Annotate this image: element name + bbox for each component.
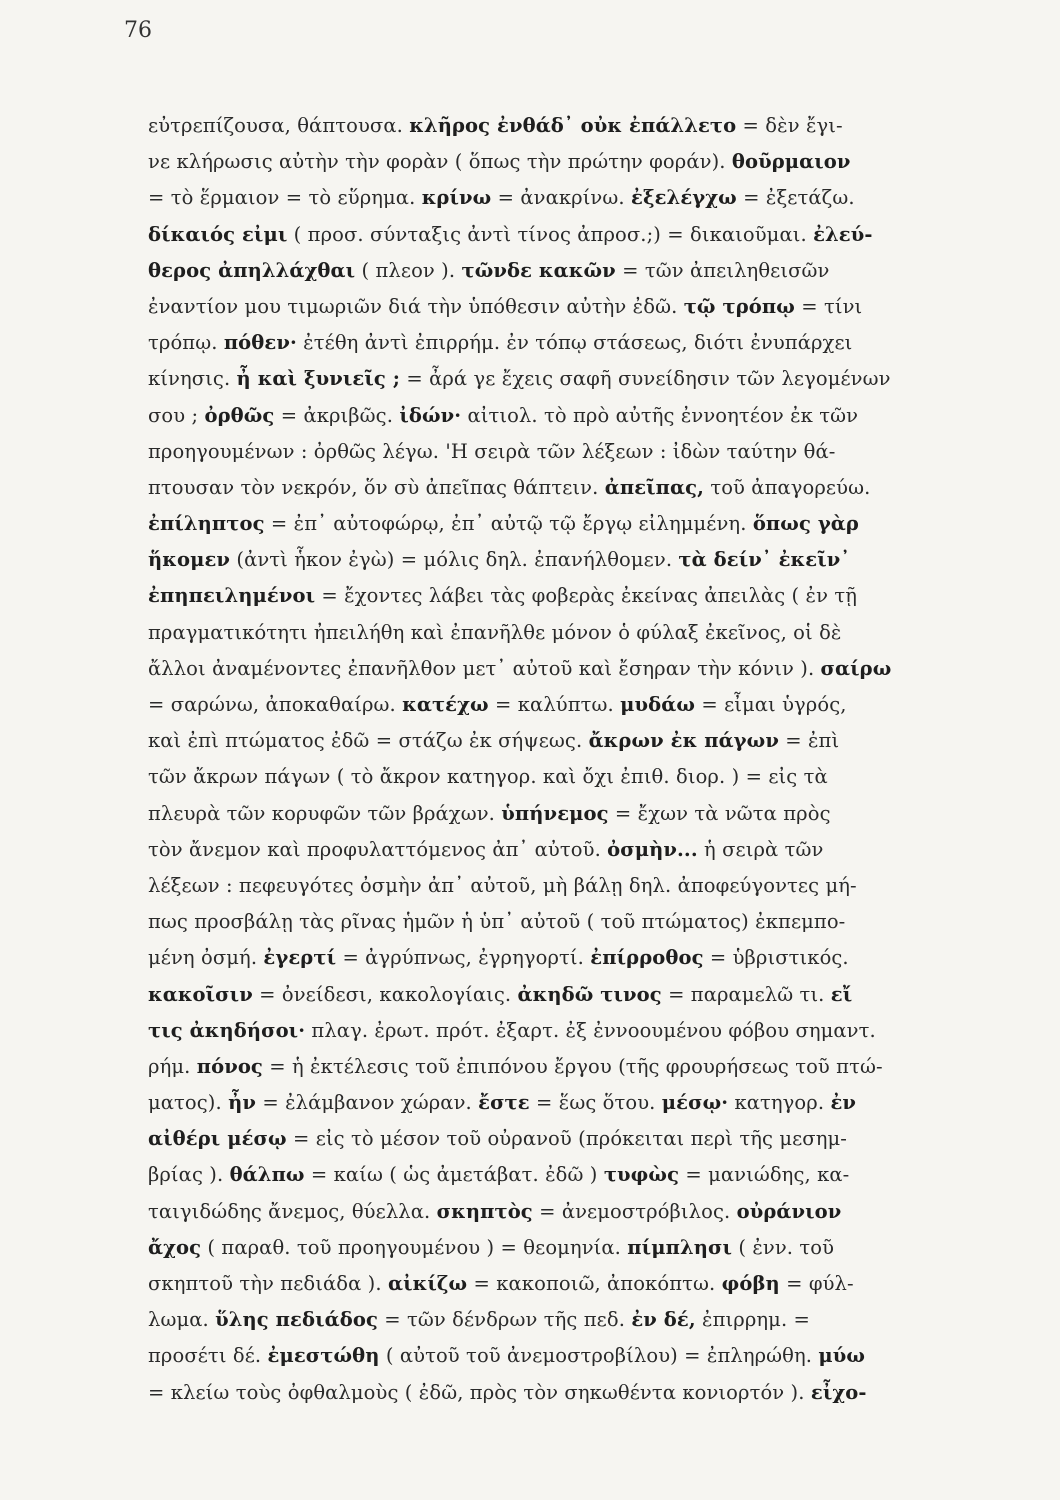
lemma-term: ἐλεύ-: [813, 222, 873, 246]
lemma-term: τὰ δείν᾽ ἐκεῖν᾽: [678, 548, 851, 572]
gloss-text: ταιγιδώδης ἄνεμος, θύελλα.: [148, 1199, 437, 1223]
text-line: [148, 1157, 998, 1193]
lemma-term: κρίνω: [421, 186, 492, 210]
lemma-term: θοῦρμαιον: [731, 150, 851, 174]
lemma-term: πόθεν·: [223, 331, 297, 355]
text-line: [148, 832, 998, 868]
gloss-text: = ἀνεμοστρόβιλος.: [532, 1199, 737, 1223]
lemma-term: ἦν: [228, 1091, 257, 1115]
gloss-text: = εἶμαι ὑγρός,: [695, 693, 847, 716]
text-line: [148, 361, 998, 397]
gloss-text: = κακοποιῶ, ἀποκόπτω.: [467, 1272, 722, 1295]
lemma-term: ἔστε: [478, 1091, 530, 1115]
lemma-term: θάλπω: [229, 1163, 305, 1187]
lemma-term: ἐξελέγχω: [631, 186, 737, 210]
text-line: [148, 759, 998, 795]
gloss-text: = ἀνακρίνω.: [491, 186, 631, 210]
gloss-text: σκηπτοῦ τὴν πεδιάδα ).: [148, 1272, 388, 1295]
gloss-text: = ὀνείδεσι, κακολογίαις.: [252, 982, 518, 1006]
text-line: [148, 1013, 998, 1049]
gloss-text: = παραμελῶ τι.: [661, 982, 831, 1006]
gloss-text: πως προσβάλῃ τὰς ρῖνας ἡμῶν ἡ ὑπ᾽ αὐτοῦ ( τοῦ πτώματος) ἐκπεμπο-: [148, 910, 846, 934]
lemma-term: ἐπίληπτος: [148, 512, 265, 536]
page-number: 76: [124, 18, 152, 43]
text-line: [148, 1121, 998, 1157]
lemma-term: πόνος: [196, 1054, 263, 1078]
gloss-text: νε κλήρωσις αὐτὴν τὴν φορὰν ( ὅπως τὴν πρώτην φοράν).: [148, 150, 732, 174]
gloss-text: = ἐπ᾽ αὐτοφώρῳ, ἐπ᾽ αὐτῷ τῷ ἔργῳ εἰλημμένη.: [264, 512, 753, 536]
lemma-term: τις ἀκηδήσοι·: [148, 1018, 306, 1042]
gloss-text: = εἰς τὸ μέσον τοῦ οὐρανοῦ (πρόκειται περὶ τῆς μεσημ-: [286, 1127, 847, 1151]
text-line: [148, 615, 998, 651]
gloss-text: μένη ὀσμή.: [148, 946, 264, 970]
lemma-term: ἐπηπειλημένοι: [148, 584, 316, 608]
lemma-term: μυδάω: [620, 693, 696, 716]
text-line: [148, 108, 998, 144]
lemma-term: ὑπήνεμος: [501, 801, 609, 825]
lemma-term: δίκαιός εἰμι: [148, 222, 288, 246]
gloss-text: = ἆρά γε ἔχεις σαφῆ συνείδησιν τῶν λεγομένων: [400, 367, 891, 391]
lemma-term: μύω: [818, 1344, 866, 1368]
gloss-text: τῶν ἄκρων πάγων ( τὸ ἄκρον κατηγορ. καὶ ὄχι ἐπιθ. διορ. ) = εἰς τὰ: [148, 765, 828, 789]
gloss-text: = καλύπτω.: [488, 693, 621, 716]
gloss-text: κίνησις.: [148, 367, 237, 391]
gloss-text: = ἀκριβῶς.: [274, 403, 400, 427]
gloss-text: = ἔχων τὰ νῶτα πρὸς: [608, 801, 831, 825]
gloss-text: = τῶν δένδρων τῆς πεδ.: [377, 1308, 632, 1332]
text-line: [148, 1338, 998, 1374]
gloss-text: τὸν ἄνεμον καὶ προφυλαττόμενος ἀπ᾽ αὐτοῦ.: [148, 837, 608, 861]
gloss-text: προηγουμένων : ὀρθῶς λέγω. 'Η σειρὰ τῶν λέξεων : ἰδὼν ταύτην θά-: [148, 439, 836, 463]
gloss-text: ἐναντίον μου τιμωριῶν διά τὴν ὑπόθεσιν αὐτὴν ἐδῶ.: [148, 294, 684, 318]
lemma-term: ἀπεῖπας,: [604, 475, 705, 499]
gloss-text: κατηγορ.: [728, 1091, 831, 1115]
text-line: [148, 434, 998, 470]
gloss-text: εὐτρεπίζουσα, θάπτουσα.: [148, 114, 410, 137]
text-line: [148, 470, 998, 506]
lemma-term: ὀσμὴν...: [607, 837, 698, 861]
gloss-text: = καίω ( ὡς ἀμετάβατ. ἐδῶ ): [304, 1163, 604, 1187]
gloss-text: τρόπῳ.: [148, 331, 224, 355]
gloss-text: ( πλεον ).: [355, 258, 462, 282]
gloss-text: = δὲν ἔγι-: [736, 114, 843, 137]
gloss-text: αἰτιολ. τὸ πρὸ αὐτῆς ἐννοητέον ἐκ τῶν: [461, 403, 859, 427]
gloss-text: ματος).: [148, 1091, 229, 1115]
text-line: [148, 723, 998, 759]
lemma-term: ἰδών·: [399, 403, 462, 427]
gloss-text: ἡ σειρὰ τῶν: [697, 837, 824, 861]
gloss-text: = ἐξετάζω.: [736, 186, 855, 210]
gloss-text: ἐτέθη ἀντὶ ἐπιρρήμ. ἐν τόπῳ στάσεως, διότι ἐνυπάρχει: [296, 331, 853, 355]
gloss-text: προσέτι δέ.: [148, 1344, 268, 1368]
text-line: [148, 542, 998, 578]
text-line: [148, 578, 998, 614]
text-line: [148, 1049, 998, 1085]
lemma-term: ἀκηδῶ τινος: [517, 982, 662, 1006]
text-line: [148, 506, 998, 542]
gloss-text: = ἐλάμβανον χώραν.: [256, 1091, 479, 1115]
gloss-text: καὶ ἐπὶ πτώματος ἐδῶ = στάζω ἐκ σήψεως.: [148, 729, 589, 753]
gloss-text: ( αὐτοῦ τοῦ ἀνεμοστροβίλου) = ἐπληρώθη.: [379, 1344, 819, 1368]
lemma-term: ἐν: [830, 1091, 857, 1115]
text-line: [148, 1375, 998, 1411]
text-line: [148, 1302, 998, 1338]
lemma-term: τῶνδε κακῶν: [461, 258, 616, 282]
gloss-text: πλευρὰ τῶν κορυφῶν τῶν βράχων.: [148, 801, 502, 825]
lemma-term: οὐράνιον: [736, 1199, 842, 1223]
gloss-text: λωμα.: [148, 1308, 216, 1332]
lemma-term: θερος ἀπηλλάχθαι: [148, 258, 356, 282]
text-line: [148, 398, 998, 434]
lemma-term: τυφὼς: [603, 1163, 680, 1187]
text-line: [148, 904, 998, 940]
text-line: [148, 253, 998, 289]
text-line: [148, 325, 998, 361]
gloss-text: = ἀγρύπνως, ἐγρηγορτί.: [336, 946, 591, 970]
lemma-term: ἦ καὶ ξυνιεῖς ;: [236, 367, 401, 391]
gloss-text: = ἡ ἐκτέλεσις τοῦ ἐπιπόνου ἔργου (τῆς φρουρήσεως τοῦ πτώ-: [262, 1054, 883, 1078]
lemma-term: ὅπως γὰρ: [752, 512, 859, 536]
lemma-term: σαίρω: [820, 656, 892, 680]
text-line: [148, 940, 998, 976]
gloss-text: ἐπιρρημ. =: [695, 1308, 810, 1332]
lemma-term: αἰκίζω: [388, 1272, 468, 1295]
lemma-term: ἄκρων ἐκ πάγων: [588, 729, 779, 753]
text-line: [148, 977, 998, 1013]
gloss-text: ρήμ.: [148, 1054, 197, 1078]
lemma-term: κλῆρος ἐνθάδ᾽ οὐκ ἐπάλλετο: [409, 114, 737, 137]
gloss-text: λέξεων : πεφευγότες ὀσμὴν ἀπ᾽ αὐτοῦ, μὴ βάλῃ δηλ. ἀποφεύγοντες μή-: [148, 873, 857, 897]
lemma-term: ἥκομεν: [148, 548, 231, 572]
gloss-text: = φύλ-: [779, 1272, 854, 1295]
lemma-term: ἐγερτί: [263, 946, 337, 970]
gloss-text: = ἔχοντες λάβει τὰς φοβερὰς ἐκείνας ἀπειλὰς ( ἐν τῇ: [315, 584, 858, 608]
lemma-term: ἐπίρροθος: [590, 946, 704, 970]
text-line: [148, 1230, 998, 1266]
lemma-term: εἴ: [830, 982, 853, 1006]
lemma-term: αἰθέρι μέσῳ: [148, 1127, 287, 1151]
text-line: [148, 180, 998, 216]
gloss-text: (ἀντὶ ἧκον ἐγὼ) = μόλις δηλ. ἐπανήλθομεν.: [230, 548, 679, 572]
text-line: [148, 217, 998, 253]
lemma-term: ἐν δέ,: [631, 1308, 696, 1332]
gloss-text: ( παραθ. τοῦ προηγουμένου ) = θεομηνία.: [201, 1235, 628, 1259]
gloss-text: ἄλλοι ἀναμένοντες ἐπανῆλθον μετ᾽ αὐτοῦ καὶ ἔσηραν τὴν κόνιν ).: [148, 656, 821, 680]
gloss-text: πραγματικότητι ἠπειλήθη καὶ ἐπανῆλθε μόνον ὁ φύλαξ ἐκεῖνος, οἱ δὲ: [148, 620, 842, 644]
gloss-text: = ἕως ὅτου.: [529, 1091, 662, 1115]
lemma-term: εἶχο-: [810, 1380, 867, 1404]
gloss-text: = κλείω τοὺς ὀφθαλμοὺς ( ἐδῶ, πρὸς τὸν σηκωθέντα κονιορτόν ).: [148, 1380, 811, 1404]
lemma-term: τῷ τρόπῳ: [683, 294, 795, 318]
lemma-term: κακοῖσιν: [148, 982, 253, 1006]
lemma-term: κατέχω: [402, 693, 489, 716]
gloss-text: = ἐπὶ: [778, 729, 840, 753]
lemma-term: σκηπτὸς: [436, 1199, 533, 1223]
lemma-term: ὀρθῶς: [204, 403, 275, 427]
gloss-text: τοῦ ἀπαγορεύω.: [704, 475, 871, 499]
gloss-text: = τῶν ἀπειληθεισῶν: [615, 258, 830, 282]
lemma-term: ὕλης πεδιάδος: [215, 1308, 378, 1332]
text-line: [148, 1085, 998, 1121]
gloss-text: = ὑβριστικός.: [703, 946, 849, 970]
gloss-text: = τὸ ἕρμαιον = τὸ εὕρημα.: [148, 186, 422, 210]
lemma-term: ἐμεστώθη: [267, 1344, 380, 1368]
text-line: [148, 1194, 998, 1230]
gloss-text: πλαγ. ἐρωτ. πρότ. ἐξαρτ. ἐξ ἐννοουμένου φόβου σημαντ.: [305, 1018, 876, 1042]
lemma-term: πίμπλησι: [627, 1235, 733, 1259]
text-line: [148, 651, 998, 687]
gloss-text: = σαρώνω, ἀποκαθαίρω.: [148, 693, 403, 716]
gloss-text: βρίας ).: [148, 1163, 230, 1187]
text-line: [148, 687, 998, 723]
gloss-text: = μανιώδης, κα-: [679, 1163, 850, 1187]
text-line: [148, 144, 998, 180]
gloss-text: πτουσαν τὸν νεκρόν, ὅν σὺ ἀπεῖπας θάπτειν.: [148, 475, 605, 499]
gloss-text: ( προσ. σύνταξις ἀντὶ τίνος ἀπροσ.;) = δικαιοῦμαι.: [287, 222, 814, 246]
lemma-term: φόβη: [721, 1272, 780, 1295]
text-line: [148, 868, 998, 904]
gloss-text: = τίνι: [794, 294, 863, 318]
commentary-text: [148, 108, 998, 1411]
gloss-text: σου ;: [148, 403, 205, 427]
text-line: [148, 796, 998, 832]
text-line: [148, 289, 998, 325]
lemma-term: ἄχος: [148, 1235, 202, 1259]
text-line: [148, 1266, 998, 1302]
lemma-term: μέσῳ·: [661, 1091, 729, 1115]
gloss-text: ( ἐνν. τοῦ: [732, 1235, 835, 1259]
